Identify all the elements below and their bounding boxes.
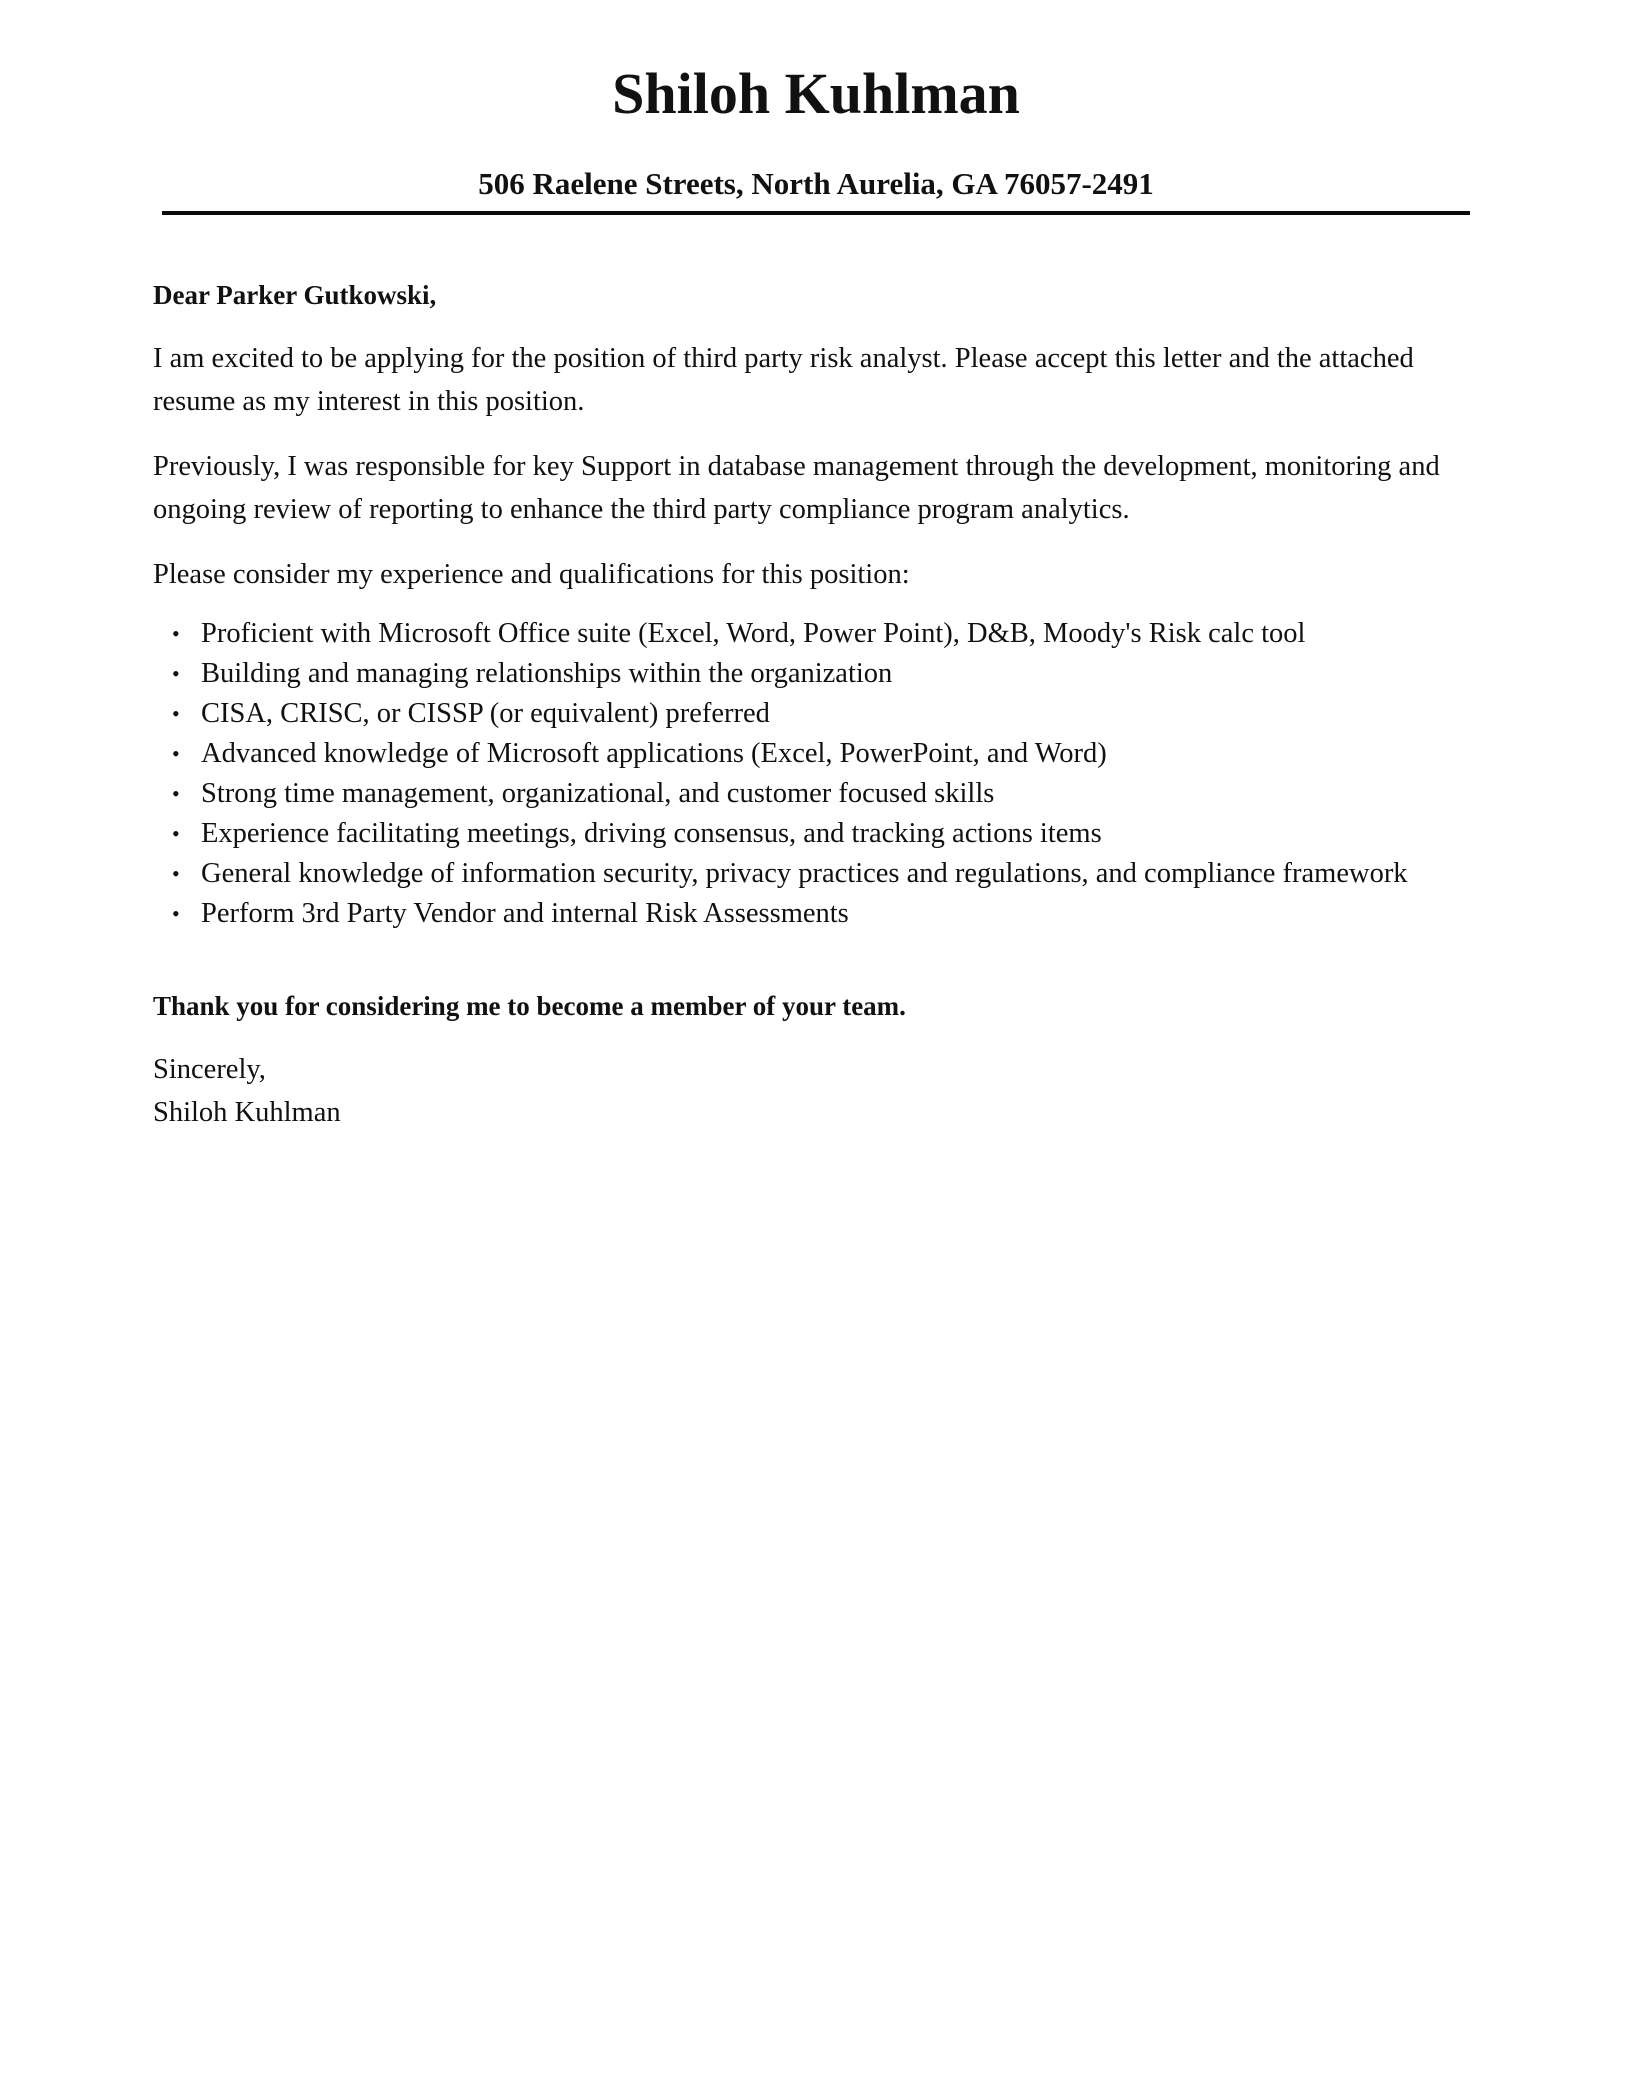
experience-paragraph: Previously, I was responsible for key Support in database management through the development, monitoring and ongoing review of reporting to enhance the third party compliance program analytics. — [153, 451, 1440, 525]
sign-off: Sincerely, — [153, 1054, 266, 1085]
bullet-icon: • — [172, 821, 180, 846]
list-item — [172, 774, 1473, 814]
qualifications-list — [153, 614, 1473, 934]
list-item — [172, 654, 1473, 694]
header-divider — [162, 211, 1470, 215]
list-item — [172, 694, 1473, 734]
list-item-text: Advanced knowledge of Microsoft applications (Excel, PowerPoint, and Word) — [201, 738, 1107, 769]
list-item — [172, 734, 1473, 774]
intro-paragraph: I am excited to be applying for the position of third party risk analyst. Please accept this letter and the attached resume as my interest in this position. — [153, 343, 1414, 417]
closing-statement: Thank you for considering me to become a member of your team. — [153, 991, 906, 1021]
bullet-icon: • — [172, 741, 180, 766]
applicant-address: 506 Raelene Streets, North Aurelia, GA 76057-2491 — [478, 166, 1154, 201]
list-item-text: Strong time management, organizational, and customer focused skills — [201, 778, 995, 809]
list-item-text: Proficient with Microsoft Office suite (Excel, Word, Power Point), D&B, Moody's Risk calc tool — [201, 618, 1306, 649]
letter-body — [153, 275, 1473, 1134]
salutation: Dear Parker Gutkowski, — [153, 280, 437, 310]
list-item-text: General knowledge of information security, privacy practices and regulations, and compliance framework — [201, 858, 1408, 889]
list-item — [172, 814, 1473, 854]
list-item-text: Perform 3rd Party Vendor and internal Risk Assessments — [201, 898, 849, 929]
bullet-icon: • — [172, 781, 180, 806]
bullet-icon: • — [172, 661, 180, 686]
signature: Shiloh Kuhlman — [153, 1097, 341, 1128]
list-item-text: Building and managing relationships within the organization — [201, 658, 893, 689]
list-item — [172, 894, 1473, 934]
bullet-icon: • — [172, 621, 180, 646]
qualifications-intro: Please consider my experience and qualifications for this position: — [153, 559, 910, 590]
list-item — [172, 854, 1473, 894]
list-item-text: CISA, CRISC, or CISSP (or equivalent) preferred — [201, 698, 770, 729]
bullet-icon: • — [172, 861, 180, 886]
applicant-name: Shiloh Kuhlman — [612, 61, 1020, 126]
list-item-text: Experience facilitating meetings, driving consensus, and tracking actions items — [201, 818, 1102, 849]
bullet-icon: • — [172, 901, 180, 926]
list-item — [172, 614, 1473, 654]
bullet-icon: • — [172, 701, 180, 726]
